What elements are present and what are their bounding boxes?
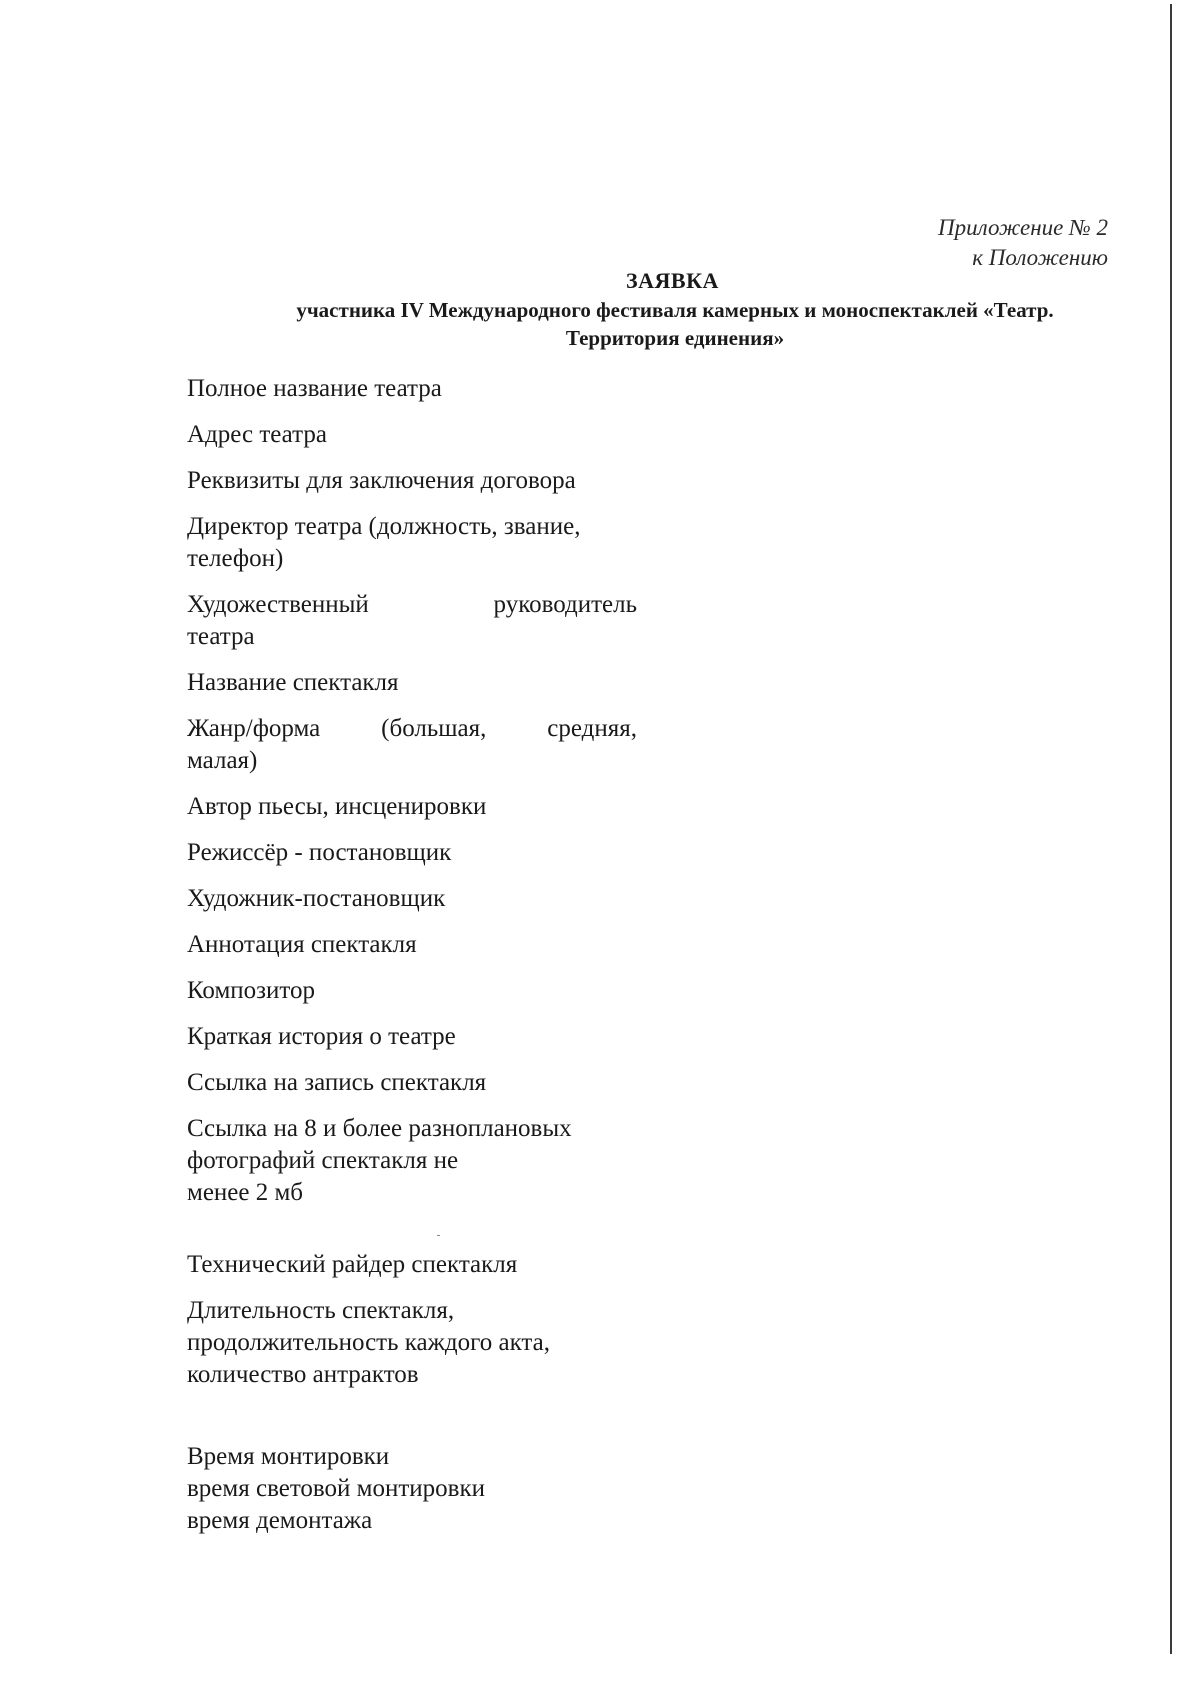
appendix-reference: к Положению: [972, 245, 1108, 270]
field-label: Краткая история о театре: [187, 1023, 456, 1050]
field-artistic-director: [187, 589, 637, 653]
appendix-note: [938, 213, 1108, 273]
field-photos-link: [187, 1113, 637, 1209]
field-composer: [187, 975, 637, 1007]
application-fields: [187, 373, 637, 1551]
field-label-cont: время демонтажа: [187, 1507, 373, 1534]
field-label: Полное название театра: [187, 375, 442, 402]
field-label: Технический райдер спектакля: [187, 1251, 518, 1278]
field-label: Директор театра (должность, звание,: [187, 513, 581, 540]
field-setup-times: [187, 1441, 637, 1537]
field-label: Ссылка на запись спектакля: [187, 1069, 487, 1096]
field-contract-details: [187, 465, 637, 497]
field-label: Адрес театра: [187, 421, 327, 448]
field-stage-designer: [187, 883, 637, 915]
field-director: [187, 511, 637, 575]
field-label-cont: время световой монтировки: [187, 1475, 486, 1502]
subtitle-line-1: участника IV Международного фестиваля камерных и моноспектаклей «Театр.: [296, 298, 1054, 322]
field-theatre-name: [187, 373, 637, 405]
field-label-cont: менее 2 мб: [187, 1179, 304, 1206]
field-play-title: [187, 667, 637, 699]
field-theatre-history: [187, 1021, 637, 1053]
field-label: Длительность спектакля,: [187, 1297, 455, 1324]
field-label-cont: телефон): [187, 545, 284, 572]
document-subtitle: [230, 296, 1120, 352]
field-label: Режиссёр - постановщик: [187, 839, 452, 866]
document-title: ЗАЯВКА: [626, 268, 719, 293]
field-label: Время монтировки: [187, 1443, 390, 1470]
field-label: Художник-постановщик: [187, 885, 446, 912]
field-label: Автор пьесы, инсценировки: [187, 793, 487, 820]
field-tech-rider: [187, 1249, 637, 1281]
field-label-row: [187, 589, 637, 621]
field-label: Аннотация спектакля: [187, 931, 417, 958]
field-label-cont: количество антрактов: [187, 1361, 419, 1388]
field-word: (большая,: [381, 715, 487, 742]
field-label-cont: фотографий спектакля не: [187, 1147, 459, 1174]
field-stage-director: [187, 837, 637, 869]
scan-edge-line: [1170, 4, 1172, 1654]
field-word: средняя,: [547, 715, 637, 742]
field-genre-form: [187, 713, 637, 777]
subtitle-line-2: Территория единения»: [565, 326, 785, 350]
field-label-cont: малая): [187, 747, 258, 774]
field-label-cont: продолжительность каждого акта,: [187, 1329, 550, 1356]
field-label: Ссылка на 8 и более разноплановых: [187, 1115, 572, 1142]
appendix-number: Приложение № 2: [938, 215, 1108, 240]
field-label-cont: театра: [187, 623, 255, 650]
field-author: [187, 791, 637, 823]
field-duration: [187, 1295, 637, 1391]
field-annotation: [187, 929, 637, 961]
field-word: Художественный: [187, 591, 369, 618]
field-word: руководитель: [493, 591, 637, 618]
field-label: Реквизиты для заключения договора: [187, 467, 576, 494]
field-recording-link: [187, 1067, 637, 1099]
field-label: Название спектакля: [187, 669, 399, 696]
scan-speck: [437, 1235, 440, 1236]
field-label-row: [187, 713, 637, 745]
field-word: Жанр/форма: [187, 715, 321, 742]
field-label: Композитор: [187, 977, 316, 1004]
field-theatre-address: [187, 419, 637, 451]
